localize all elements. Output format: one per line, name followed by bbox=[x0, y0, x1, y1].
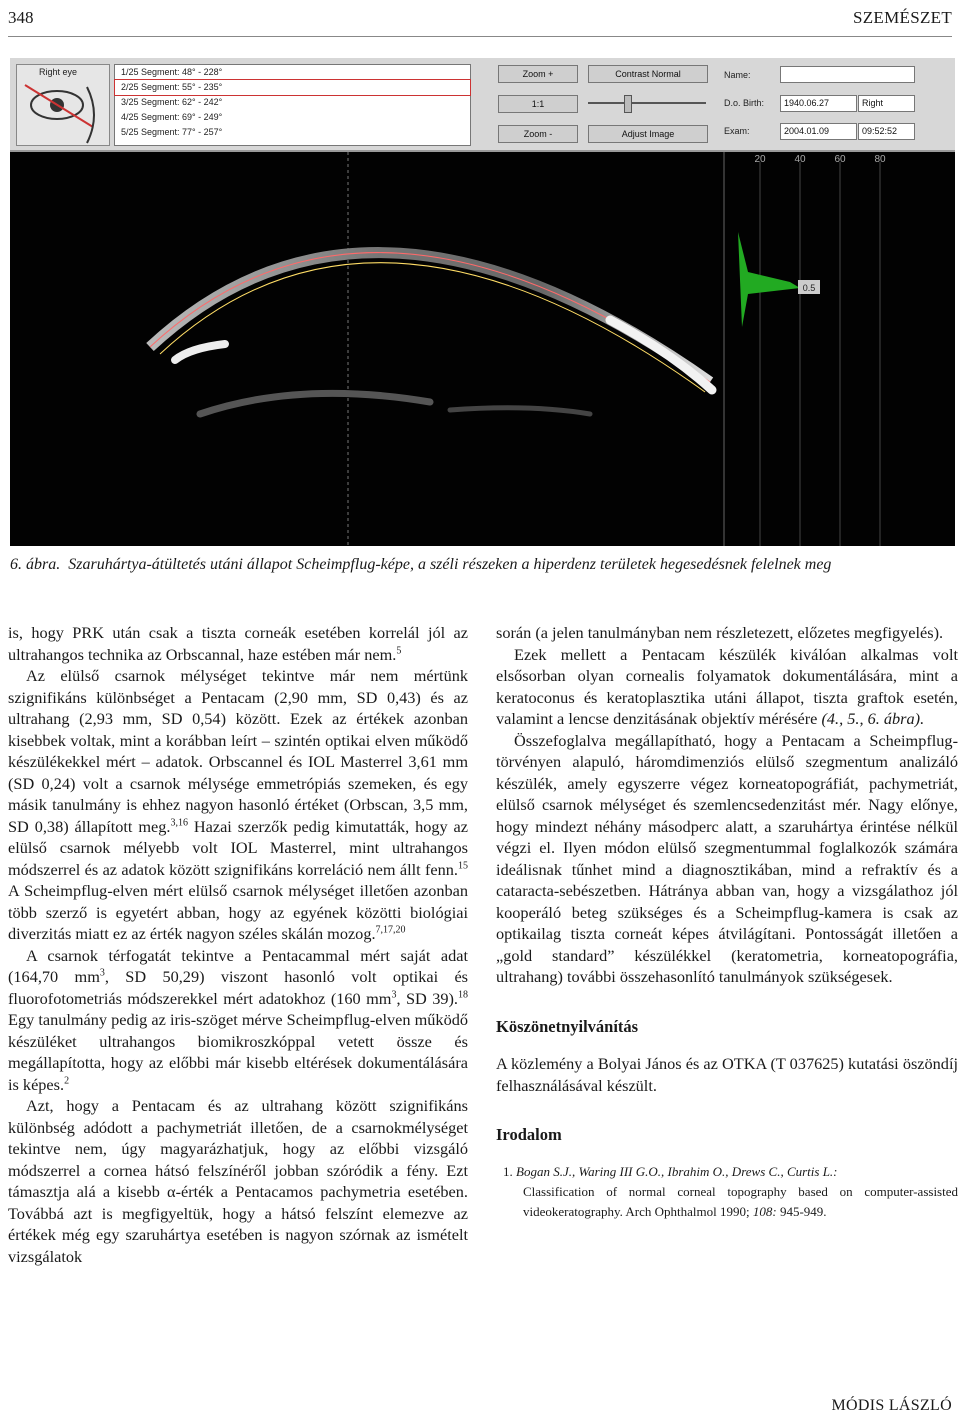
paragraph: Összefoglalva megállapítható, hogy a Pentacam a Scheimpflug-törvényen alapuló, háromdimenziós elülső szegmentum analizáló készülék, amely egyszerre végez korneatopográfiát, pachymetriát, elülső csarnok mélységet és szemlencsedenzitást mér. Nagy előnye, hogy mindezt néhány másodperc alatt, a szaruhártya érintése nélkül végzi el. Ilyen módon elülső szegmentummal foglalkozók számára ideálisnak tűnhet mind a diagnosztikában, mind a refraktív és a cataracta-sebészetben. Hátránya abban van, hogy a vizsgálathoz jól kooperáló beteg szükséges és a Scheimpflug-kamera is csak az optikailag tiszta corneát képes átvilágítani. Pontosságát illetően a „gold standard” készülékkel (keratometria, korneatopográfia, ultrahang) további összehasonlító tanulmányok szükségesek. bbox=[496, 730, 958, 986]
zoom-ratio-button[interactable]: 1:1 bbox=[498, 95, 578, 113]
paragraph: Az elülső csarnok mélységet tekintve már nem mértünk szignifikáns különbséget a Pentacam (2,90 mm, SD 0,43) és az ultrahang (2,93 mm, SD 0,54) között. Ezek az értékek azonban kisebbek voltak, mint a korábban leírt – szintén optikai elven működő készülékekkel mért – adatok. Orbscannel és IOL Masterrel 3,61 mm (SD 0,24) volt a csarnok mélysége emmetrópiás szemeken, és egy másik tanulmány is ehhez nagyon hasonló értéket (Orbscan, 3,5 mm, SD 0,38) állapított meg.$^{3,16}$ Hazai szerzők pedig kimutatták, hogy az elülső csarnok mélyebb volt IOL Masterrel, mint ultrahangos módszerrel és az adatok között szignifikáns korreláció nem állt fenn.$^{15}$ A Scheimpflug-elven mért elülső csarnok mélységet illetően azonban több szerző is egyetért abban, hogy az egyének közötti biológiai diverzitás miatt ez az érték nagyon széles skálán mozog.$^{7,17,20}$ bbox=[8, 666, 468, 943]
reference-item: 1. Bogan S.J., Waring III G.O., Ibrahim O., Drews C., Curtis L.: Classification of normal corneal topography based on computer-assisted videokeratography. Arch Ophthalmol 1990; 108: 945-949. bbox=[503, 1163, 958, 1219]
scheimpflug-figure bbox=[10, 58, 955, 546]
device-control-panel bbox=[10, 58, 955, 152]
segment-row[interactable]: 3/25 Segment: 62° - 242° bbox=[121, 97, 223, 107]
paragraph: Ezek mellett a Pentacam készülék kiválóan alkalmas volt elsősorban olyan cornealis folyamatok dokumentálására, mint a keratoconus és keratoplasztika utáni állapot, tiszta graftok esetén, valamint a lencse denzitásának objektív mérésére (4., 5., 6. ábra). bbox=[496, 644, 958, 728]
caption-label: 6. ábra. bbox=[10, 556, 61, 573]
right-column bbox=[496, 622, 958, 1222]
paragraph: során (a jelen tanulmányban nem részletezett, előzetes megfigyelés). bbox=[496, 623, 944, 642]
scale-tick: 60 bbox=[834, 154, 846, 165]
eye-icon bbox=[17, 77, 109, 147]
segment-row[interactable]: 4/25 Segment: 69° - 249° bbox=[121, 112, 223, 122]
dob-field[interactable]: 1940.06.27 bbox=[780, 95, 857, 112]
caption-text: Szaruhártya-átültetés utáni állapot Scheimpflug-képe, a széli részeken a hiperdenz területek hegesedésnek felelnek meg bbox=[68, 556, 832, 573]
acknowledgement-heading: Köszönetnyilvánítás bbox=[496, 1016, 639, 1036]
paragraph: A csarnok térfogatát tekintve a Pentacammal mért saját adat (164,70 $mm^3$, SD 50,29) viszont hasonló volt optikai és fluorofotometriás módszerekkel mért adatokhoz (160 $mm^3$, SD 39).$^{18}$ Egy tanulmány pedig az iris-szöget mérve Scheimpflug-elven működő készüléket ultrahangos biomikroszkóppal vetett össze és megállapította, hogy az előbbi már kisebb eltérések dokumentálására is képes.$^2$ bbox=[8, 945, 469, 1094]
segment-row[interactable]: 5/25 Segment: 77° - 257° bbox=[121, 127, 223, 137]
left-column bbox=[8, 622, 468, 1267]
scale-tick: 80 bbox=[874, 154, 886, 165]
zoom-out-button[interactable]: Zoom - bbox=[498, 125, 578, 143]
zoom-in-button[interactable]: Zoom + bbox=[498, 65, 578, 83]
author-footer: MÓDIS LÁSZLÓ bbox=[831, 1397, 952, 1414]
scale-tick: 40 bbox=[794, 154, 806, 165]
density-value: 0.5 bbox=[802, 283, 816, 293]
paragraph: Azt, hogy a Pentacam és az ultrahang között szignifikáns különbség adódott a pachymetriát illetően, de a csarnokmélységet tekintve nem, úgy magyarázhatjuk, hogy az előbbi vizsgáló módszerrel a cornea hátsó felszínéről jobban szóródik a fény. Ezt támasztja alá a kisebb α-érték a Pentacamos pachymetria esetében. Továbbá azt is megfigyeltük, hogy a hátsó felszínt elemezve az értékek még egy szaruhártya esetében is nagyon szórnak az ismételt vizsgálatok bbox=[8, 1096, 468, 1266]
contrast-slider[interactable] bbox=[588, 94, 706, 112]
segment-row-selected[interactable]: 2/25 Segment: 55° - 235° bbox=[115, 80, 470, 95]
eye-label: Right eye bbox=[39, 67, 78, 77]
references-heading: Irodalom bbox=[496, 1125, 562, 1144]
eye-field[interactable]: Right bbox=[858, 95, 915, 112]
exam-time-field[interactable]: 09:52:52 bbox=[858, 123, 915, 140]
dob-label: D.o. Birth: bbox=[724, 98, 765, 108]
scale-tick: 20 bbox=[754, 154, 766, 165]
scheimpflug-image bbox=[10, 152, 955, 546]
name-field[interactable] bbox=[780, 66, 915, 83]
exam-label: Exam: bbox=[724, 126, 750, 136]
contrast-button[interactable]: Contrast Normal bbox=[588, 65, 708, 83]
page-header bbox=[8, 0, 952, 36]
journal-title: SZEMÉSZET bbox=[852, 8, 952, 27]
page-number: 348 bbox=[8, 8, 34, 27]
adjust-image-button[interactable]: Adjust Image bbox=[588, 125, 708, 143]
header-rule bbox=[8, 36, 952, 37]
segment-list[interactable] bbox=[114, 64, 471, 146]
exam-date-field[interactable]: 2004.01.09 bbox=[780, 123, 857, 140]
name-label: Name: bbox=[724, 70, 751, 80]
segment-row[interactable]: 1/25 Segment: 48° - 228° bbox=[121, 67, 223, 77]
figure-caption bbox=[10, 556, 955, 574]
paragraph: is, hogy PRK után csak a tiszta corneák esetében korrelál jól az ultrahangos technika az Orbscannal, haze estében már nem.$^5$ bbox=[8, 623, 468, 664]
eye-selector bbox=[16, 64, 110, 146]
acknowledgement-text: A közlemény a Bolyai János és az OTKA (T 037625) kutatási öszöndíj felhasználásával készült. bbox=[496, 1054, 958, 1095]
